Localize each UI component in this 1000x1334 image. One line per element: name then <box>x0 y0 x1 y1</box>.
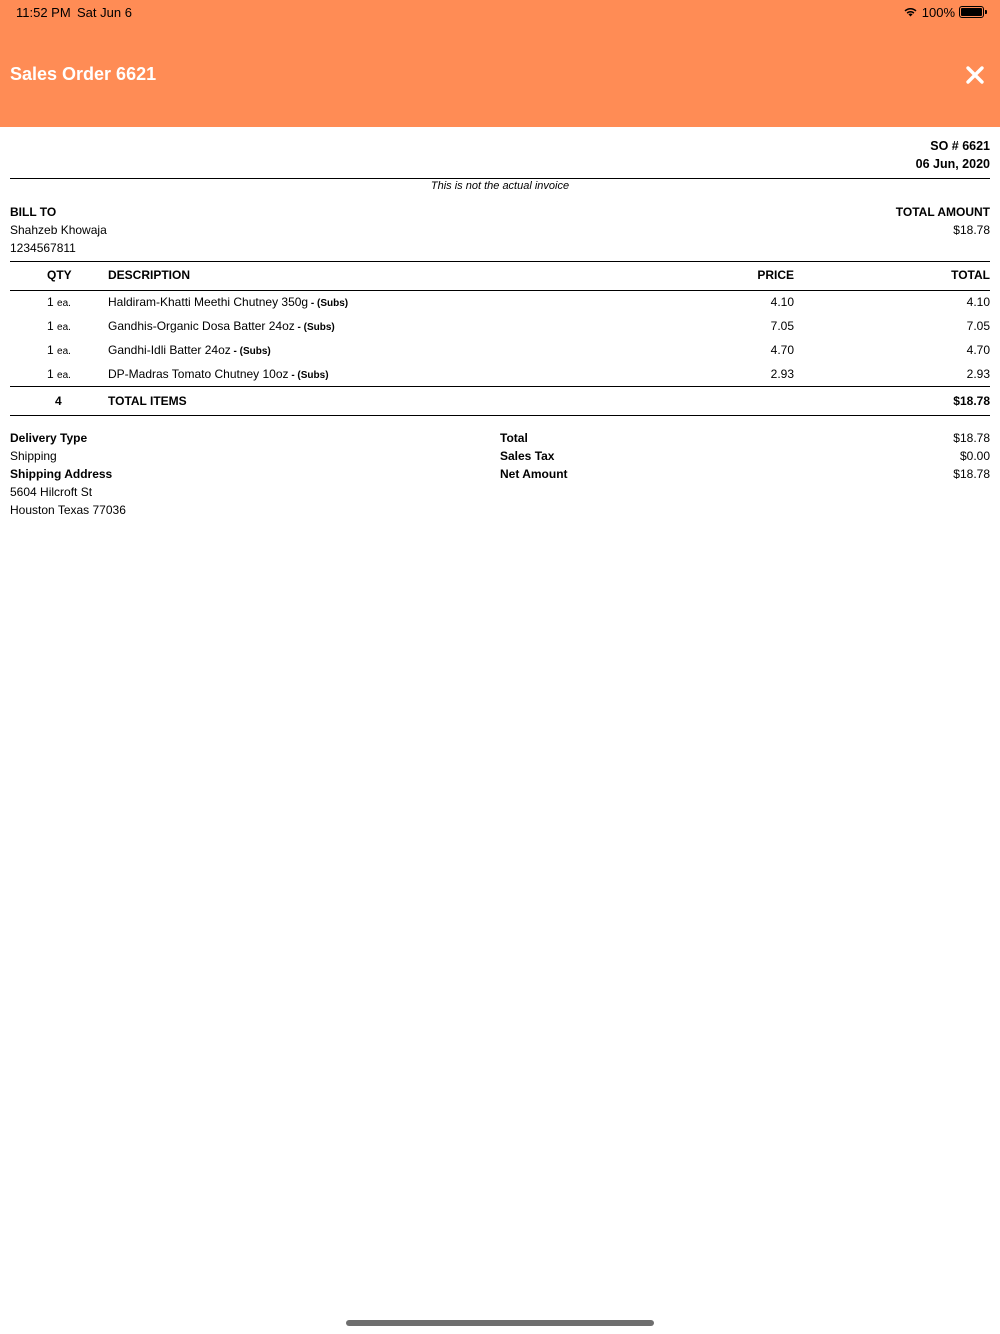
delivery-type-label: Delivery Type <box>10 431 88 445</box>
divider <box>10 261 990 262</box>
item-description: Haldiram-Khatti Meethi Chutney 350g - (Subs) <box>108 295 349 309</box>
customer-phone: 1234567811 <box>10 241 76 255</box>
item-qty: 1 ea. <box>47 295 71 309</box>
column-header-qty: QTY <box>47 268 72 282</box>
so-number: SO # 6621 <box>930 139 990 153</box>
item-description: Gandhi-Idli Batter 24oz - (Subs) <box>108 343 271 357</box>
invoice-notice: This is not the actual invoice <box>430 180 570 192</box>
table-row <box>10 367 990 391</box>
divider <box>10 290 990 291</box>
status-time: 11:52 PM <box>16 5 71 20</box>
shipping-address-line2: Houston Texas 77036 <box>10 503 126 517</box>
battery-icon <box>959 6 984 18</box>
so-info <box>916 137 990 173</box>
sales-tax-value: $0.00 <box>959 449 990 463</box>
item-total: 4.70 <box>966 343 990 357</box>
divider <box>10 386 990 387</box>
so-date: 06 Jun, 2020 <box>915 157 990 171</box>
battery-percent: 100% <box>921 4 955 20</box>
item-qty: 1 ea. <box>47 343 71 357</box>
item-total: 4.10 <box>966 295 990 309</box>
total-items-count: 4 <box>55 394 62 408</box>
item-price: 4.70 <box>770 343 794 357</box>
shipping-address-line1: 5604 Hilcroft St <box>10 485 93 499</box>
table-row <box>10 319 990 343</box>
status-date: Sat Jun 6 <box>77 5 132 20</box>
item-price: 4.10 <box>770 295 794 309</box>
item-price: 2.93 <box>770 367 794 381</box>
item-qty: 1 ea. <box>47 319 71 333</box>
item-description: Gandhis-Organic Dosa Batter 24oz - (Subs) <box>108 319 335 333</box>
home-indicator[interactable] <box>346 1320 654 1326</box>
item-total: 2.93 <box>966 367 990 381</box>
item-qty: 1 ea. <box>47 367 71 381</box>
item-price: 7.05 <box>770 319 794 333</box>
table-row <box>10 295 990 319</box>
bill-to-label: BILL TO <box>10 205 57 219</box>
item-description: DP-Madras Tomato Chutney 10oz - (Subs) <box>108 367 329 381</box>
total-items-label: TOTAL ITEMS <box>108 394 187 408</box>
item-total: 7.05 <box>966 319 990 333</box>
summary-total-label: Total <box>500 431 528 445</box>
customer-name: Shahzeb Khowaja <box>10 223 107 237</box>
wifi-icon <box>903 5 918 20</box>
net-amount-label: Net Amount <box>500 467 568 481</box>
total-amount-value: $18.78 <box>953 223 990 237</box>
column-header-price: PRICE <box>757 268 794 282</box>
net-amount-value: $18.78 <box>953 467 990 481</box>
navigation-header <box>0 0 1000 127</box>
column-header-description: DESCRIPTION <box>108 268 191 282</box>
close-icon <box>964 64 986 86</box>
page-title: Sales Order 6621 <box>10 64 157 84</box>
status-right <box>903 4 984 20</box>
column-header-total: TOTAL <box>951 268 990 282</box>
total-items-amount: $18.78 <box>953 394 990 408</box>
divider <box>10 415 990 416</box>
close-button[interactable] <box>964 64 986 86</box>
divider <box>10 178 990 179</box>
shipping-address-label: Shipping Address <box>10 467 113 481</box>
table-row <box>10 343 990 367</box>
delivery-type-value: Shipping <box>10 449 57 463</box>
total-amount-label: TOTAL AMOUNT <box>895 205 990 219</box>
summary-total-value: $18.78 <box>953 431 990 445</box>
sales-tax-label: Sales Tax <box>500 449 555 463</box>
